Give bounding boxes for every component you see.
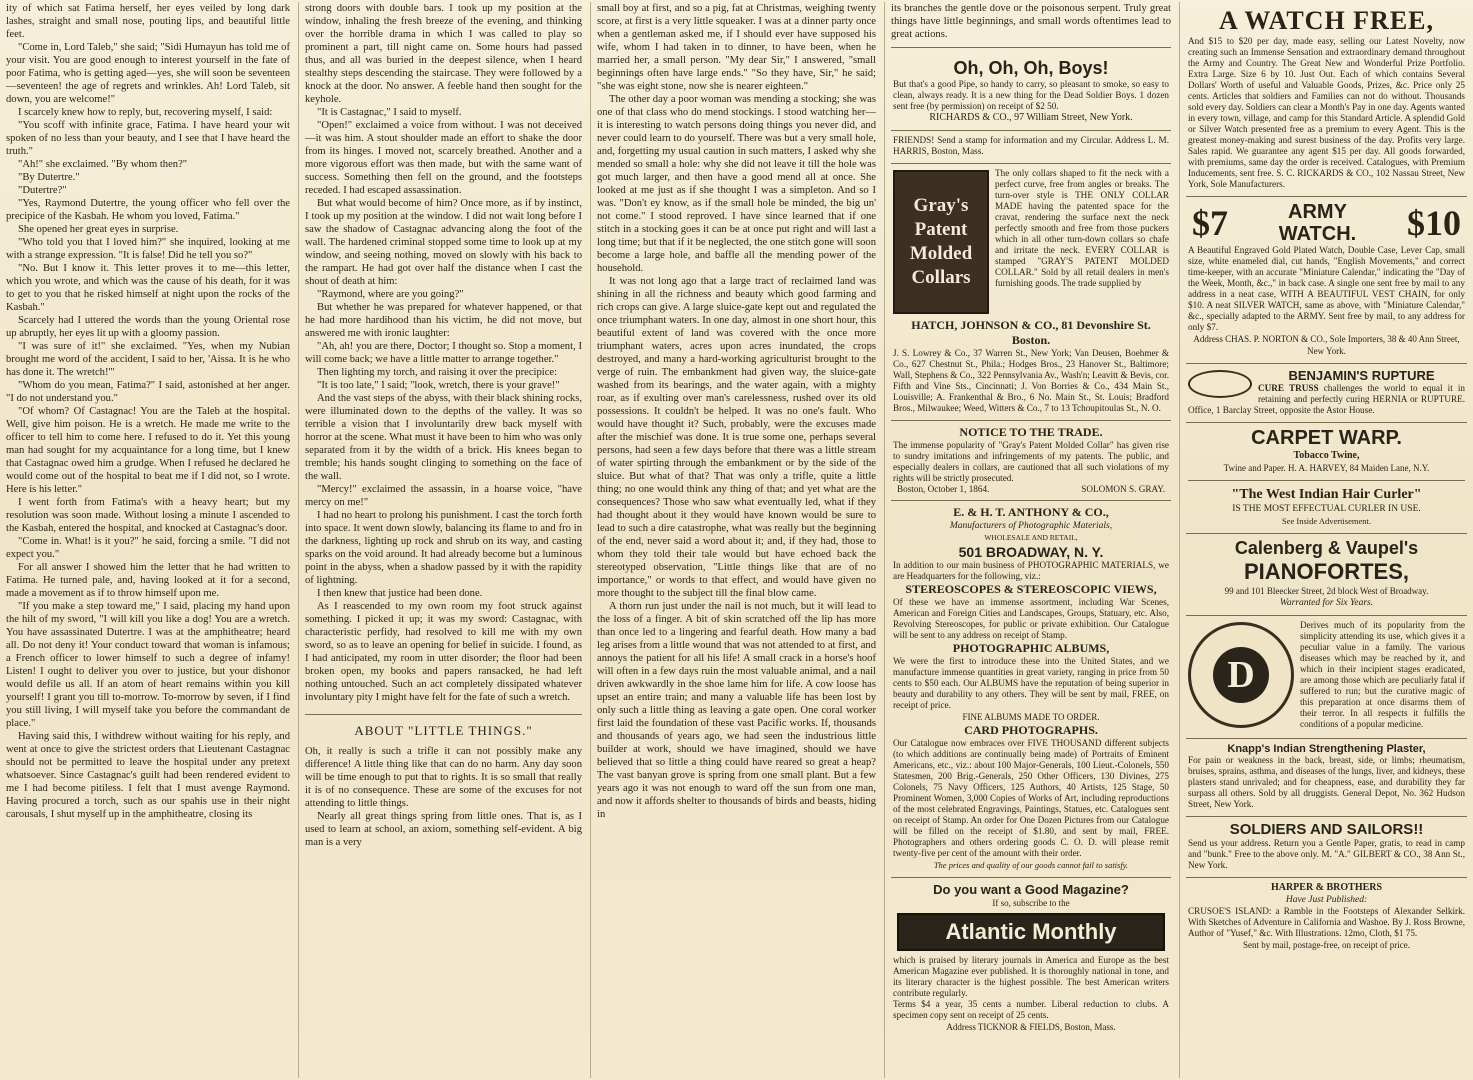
truss-icon: [1188, 370, 1252, 398]
paragraph: "Come in. What! is it you?" he said, forcing a smile. "I did not expect you.": [6, 536, 290, 560]
ad-grays-firm: HATCH, JOHNSON & CO., 81 Devonshire St. Boston.: [911, 318, 1151, 347]
paragraph: Nearly all great things spring from little ones. That is, as I used to learn at school, an axiom, something self-evident. A big man is a very: [305, 811, 582, 848]
paragraph: The other day a poor woman was mending a stocking; she was one of that class who do mend stockings. I stood watching her—it is interesting to watch persons doing things you never did, and never could learn to do yourself. There was but a very small hole, and, forgetting my usual caution in such matters, I asked why she mended so small a hole: why she did not leave it till the hole was got much larger, and then have a good mend all at once. She looked at me just as if she thought I was a simpleton. And so I was. "Don't ey know, as if the small hole be minded, the big un' not come." I stood reproved. I have since learned that if one stitch in a stocking goes it can be at once put right and will last a long time; but that if it be neglected, the one stitch gone will soon become a large hole, and baffle all the mending power of the household.: [597, 94, 876, 274]
paragraph: "If you make a step toward me," I said, placing my hand upon the hilt of my sword, "I will kill you like a dog! You are a wretch. You have assassinated Dutertre. I was at the amphitheatre; heard all. Do not deny it! Your conduct toward that woman is infamous; a French officer to lower himself to such a degree of infamy! Listen! I ought to deliver you over to justice, but your dishonor would defile us all. If an atom of heart remains within you kill yourself! I grant you till to-morrow. To-morrow by seven, if I find you still living, I will myself take you before the commandant de place.": [6, 601, 290, 729]
atlantic-monthly-logo: Atlantic Monthly: [897, 913, 1165, 951]
ad-grays-text: The only collars shaped to fit the neck with a perfect curve, free from angles or breaks. The turn-over style is THE ONLY COLLAR MADE having the patented space for the cravat, rendering the surface next the neck perfectly smooth and free from those puckers which in all other turn-down collars so chafe and irritate the neck. EVERY COLLAR is stamped "GRAY'S PATENT MOLDED COLLAR." Sold by all retail dealers in men's furnishing goods. The trade supplied by: [995, 168, 1169, 288]
piano-heading-2: PIANOFORTES,: [1243, 559, 1409, 584]
logo-line-2: Patent: [914, 219, 968, 240]
ad-friends: [891, 131, 1171, 164]
atlantic-address: Address TICKNOR & FIELDS, Boston, Mass.: [946, 1022, 1116, 1032]
anthony-address: 501 BROADWAY, N. Y.: [958, 544, 1104, 560]
paragraph: As I reascended to my own room my foot struck against something. I picked it up; it was my sword: Castagnac, with characteristic perfidy, had resolved to kill me with my own sword, so as to leave an opening for belief in suicide. I found, as I had anticipated, my room in utter disorder; the floor had been broken open, my books and papers ransacked, he had left nothing untouched. Such an act completely dissipated whatever involuntary pity I might have felt for the fate of such a wretch.: [305, 601, 582, 703]
army-watch-title-1: ARMY: [1288, 201, 1347, 223]
notice-signature: SOLOMON S. GRAY.: [1081, 484, 1165, 494]
logo-line-4: Collars: [911, 267, 971, 288]
paragraph: "Ah, ah! you are there, Doctor; I thought so. Stop a moment, I will come back; we have a little matter to arrange together.": [305, 341, 582, 365]
paragraph: I scarcely knew how to reply, but, recovering myself, I said:: [18, 107, 273, 118]
army-watch-price-2: $10: [1407, 203, 1461, 243]
paragraph: She opened her great eyes in surprise.: [18, 224, 179, 235]
piano-warranty: Warranted for Six Years.: [1279, 598, 1374, 608]
paragraph: It was not long ago that a large tract of reclaimed land was shining in all the richness and beauty which good farming and rich crops can give. A large sluice-gate kept out and regulated the once triumphant waters. In one day, almost in one short hour, this beautiful extent of land was covered with the once more triumphant waters, acres upon acres inundated, the crops destroyed, and many a hard-working agriculturist brought to the verge of ruin. The embankment had given way, the sluice-gate washed from its bearings, and the water again, with a mighty roar, as if exulting over man's carelessness, rushed over its old possessions. It couldn't be helped. It was no one's fault. Who would have thought it? Such, probably, were the excuses made after the mischief was done. It is true some one, perhaps several persons, had seen a few days before that there was a little stream of water spirting through the embankment or by the side of the sluice. But what of that? That was only a trifle, quite a little thing; no one would think any thing of that; and yet what are the consequences? Those who saw what eventually led, what if they had thought about it they would have known would be sure to lead to such a dire catastrophe, what was really but the beginning of the end, never said a word about it; and, if they had, those to whom they told their tale would but have echoed back the stereotyped observation, "Little things like that are of no importance," or words to that effect, and would have given no more thought to the subject till the final blow came.: [597, 276, 876, 599]
carpet-text: Twine and Paper. H. A. HARVEY, 84 Maiden Lane, N.Y.: [1223, 463, 1430, 473]
hair-curler-see: See Inside Advertisement.: [1282, 516, 1371, 526]
paragraph: I then knew that justice had been done.: [317, 588, 483, 599]
ad-pianofortes: [1186, 534, 1467, 616]
paragraph: "It is too late," I said; "look, wretch, there is your grave!": [317, 380, 560, 391]
column-1: [0, 2, 296, 1078]
ad-boys-address: RICHARDS & CO., 97 William Street, New York.: [929, 112, 1133, 123]
atlantic-if: If so, subscribe to the: [992, 898, 1070, 908]
column-5-ads: [1179, 2, 1473, 1078]
paragraph: strong doors with double bars. I took up my position at the window, inhaling the fresh breeze of the evening, and thinking over the horrible drama in which I was called to play so prominent a part, till night came on. Some hours had passed thus, and all was buried in the deepest silence, when I heard stealthy steps descending the staircase. They were followed by a knock at the door. No answer. A feeble hand then sought for the keyhole.: [305, 3, 582, 105]
ad-grays-agents: J. S. Lowrey & Co., 37 Warren St., New York; Van Deusen, Boehmer & Co., 627 Chestnut St., Phila.; Hodges Bros., 23 Hanover St., Baltimore; Wall, Stephens & Co., 322 Pennsylvania Av., Wash'n; Leavitt & Bevis, cor. Fifth and Vine Sts., Cincinnati; J. Von Borries & Co., 434 Main St., Louisville; A. Frankenthal & Bro., 6 No. Main St., St. Louis; Bradford Bros., Milwaukee; Weed, Witters & Co., 7 to 13 Tchoupitoulas St., N. O.: [893, 348, 1169, 413]
anthony-wholesale: WHOLESALE AND RETAIL,: [984, 533, 1078, 542]
ad-notice-trade: [891, 421, 1171, 501]
watch-free-heading: A WATCH FREE,: [1218, 6, 1435, 35]
column-3: [590, 2, 882, 1078]
ad-davis-pain-killer: [1186, 616, 1467, 739]
knapp-heading: Knapp's Indian Strengthening Plaster,: [1227, 743, 1426, 755]
ad-soldiers-sailors: [1186, 817, 1467, 878]
carpet-heading: CARPET WARP.: [1251, 427, 1402, 449]
ad-army-watch: [1186, 197, 1467, 364]
paragraph: "Ah!" she exclaimed. "By whom then?": [18, 159, 188, 170]
anthony-text-3: We were the first to introduce these into the United States, and we manufacture immense quantities in great variety, ranging in price from 50 cents to $50 each. Our ALBUMS have the reputation of being superior in beauty and durability to any others. They will be sent by mail, FREE, on receipt of price.: [893, 656, 1169, 710]
paragraph: Having said this, I withdrew without waiting for his reply, and went at once to give the strictest orders that Lieutenant Castagnac should not be permitted to leave the hospital under any pretext whatsoever. Since Castagnac's guilt had been rendered evident to me I had become pitiless. I felt that I must avenge Raymond. Having procured a torch, such as our spahis use in their night carousals, I shut myself up in the amphitheatre, closing its: [6, 731, 290, 820]
ad-harper: [1186, 878, 1467, 957]
soldiers-text: Send us your address. Return you a Gentle Paper, gratis, to read in camp and "bunk." Free to the above only. M. "A." GILBERT & CO., 38 Ann St., New York.: [1188, 838, 1465, 870]
paragraph: "You scoff with infinite grace, Fatima. I have heard your wit spoken of no less than your beauty, and I see that I have heard the truth.": [6, 120, 290, 157]
anthony-text-4: Our Catalogue now embraces over FIVE THOUSAND different subjects (to which additions are continually being made) of Portraits of Eminent Americans, etc., viz.: about 100 Major-Generals, 100 Lieut.-Colonels, 550 Statesmen, 200 Brig.-Generals, 250 Other Officers, 130 Divines, 275 Colonels, 75 Navy Officers, 125 Authors, 40 Artists, 125 Stage, 50 Prominent Women, 3,000 Copies of Works of Art, including reproductions of the most celebrated Engravings, Paintings, Statues, etc. Catalogues sent on receipt of Stamp. An order for One Dozen Pictures from our Catalogue will be filled on the receipt of $1.80, and sent by mail, FREE. Photographers and others ordering goods C. O. D. will please remit twenty-five per cent of the amount with their order.: [893, 738, 1169, 858]
atlantic-text: which is praised by literary journals in America and Europe as the best American Magazine ever published. It is thoroughly national in tone, and its literary character is the highest possible. The best American writers contribute regularly.: [893, 955, 1169, 998]
harper-heading: HARPER & BROTHERS: [1270, 882, 1383, 893]
paragraph: "Yes, Raymond Dutertre, the young officer who fell over the precipice of the Kasbah. He whom you loved, Fatima.": [6, 198, 290, 222]
anthony-albums: PHOTOGRAPHIC ALBUMS,: [952, 641, 1110, 655]
anthony-foot: The prices and quality of our goods cannot fail to satisfy.: [933, 860, 1129, 870]
paragraph: And the vast steps of the abyss, with their black shining rocks, were illuminated down to the depths of the valley. It was so terrible a vision that I involuntarily drew back myself with horror at the scene. What must it have been to him who was only separated from it by the width of a brick. His knees began to tremble; his hands sought clinging to something on the face of the wall.: [305, 393, 582, 482]
paragraph: "Who told you that I loved him?" she inquired, looking at me with a strange expression. "It is false! Did he tell you so?": [6, 237, 290, 261]
paragraph: A thorn run just under the nail is not much, but it will lead to the loss of a finger. A bit of skin scratched off the lip has more than once led to a lingering and fearful death. How many a bad leg arises from a little wound that was not attended to at first, and annoys the patient for all his life! A small crack in a horse's hoof will often in a few days ruin the most valuable animal, and a nail driven awkwardly in the shoe lame him for life. A cow loose has upset an entire train; and many a valuable life has been lost by only such a little thing as leaving a gate open. One coral worker first laid the foundation of these vast Pacific works. If, thousands and thousands of years ago, we had seen the industrious little builder at work, should we have imagined, should we have believed that so little a thing could have reared so great a heap? The vast banyan grove is spring from one small plant. But a few years ago it was not enough to ward off the sun from one man, and now it affords shelter to thousands of birds and beasts, hiding in: [597, 601, 876, 820]
ad-rupture-truss: [1186, 364, 1467, 423]
paragraph: "I was sure of it!" she exclaimed. "Yes, when my Nubian brought me word of the accident, I said to her, 'Aissa. It is he who has done it. The wretch!'": [6, 341, 290, 378]
davis-text: Derives much of its popularity from the simplicity attending its use, which gives it a peculiar value in a family. The various diseases which may be reached by it, and which in their incipient stages eradicated, are among those which are peculiarly fatal if suffered to run; but the curative magic of this preparation at once disarms them of their terror. In all respects it fulfills the conditions of a popular medicine.: [1300, 620, 1465, 729]
paragraph: Then lighting my torch, and raising it over the precipice:: [317, 367, 558, 378]
hair-curler-text: IS THE MOST EFFECTUAL CURLER IN USE.: [1232, 504, 1421, 514]
column-4-ads: [884, 2, 1177, 1078]
harper-foot: Sent by mail, postage-free, on receipt of price.: [1243, 940, 1410, 950]
paragraph: But what would become of him? Once more, as if by instinct, I took up my position at the window. I did not wait long before I saw the shadow of Castagnac advancing along the foot of the wall. The hardened criminal stopped some time to look up at my window, and seeing nothing, moved on slowly with his back to the rampart. He had got over half the distance when I cast the shout of death at him:: [305, 198, 582, 287]
seal-letter-d: D: [1213, 647, 1269, 703]
paragraph: "Open!" exclaimed a voice from without. I was not deceived—it was him. A stout shoulder made an effort to shake the door from its hinges. I moved not, scarcely breathed. Another and a more vigorous effort was then made, but with the same want of success. Something then fell on the ground, and the footsteps receded. I had escaped assassination.: [305, 120, 582, 196]
paragraph: Oh, it really is such a trifle it can not possibly make any difference! A little thing like that can do no harm. Any day soon will be time enough to put that to rights. It is so small that really it is of no consequence. These are some of the excuses for not attending to little things.: [305, 746, 582, 809]
rupture-sub: CURE TRUSS: [1258, 383, 1319, 393]
article-title-little-things: ABOUT "LITTLE THINGS.": [305, 714, 582, 739]
column-2: [298, 2, 588, 1078]
ad-anthony-photo: [891, 501, 1171, 878]
paragraph: small boy at first, and so a pig, fat at Christmas, weighing twenty score, at first is a very little squeaker. I was at a dinner party once when a gentleman asked me, if I should ever have supposed his wife, whom I had taken in to dinner, to have been, when he married her, a small person. "My dear Sir," I answered, "small beginnings often have large ends." "So they have, Sir," he said; "she was eight stone, now she is nearer eighteen.": [597, 3, 876, 92]
ad-knapp-plaster: [1186, 739, 1467, 817]
paragraph: Scarcely had I uttered the words than the young Oriental rose up abruptly, her eyes lit up with a gloomy passion.: [6, 315, 290, 339]
paragraph: "Whom do you mean, Fatima?" I said, astonished at her anger. "I do not understand you.": [6, 380, 290, 404]
army-watch-address: Address CHAS. P. NORTON & CO., Sole Importers, 38 & 40 Ann Street, New York.: [1193, 334, 1460, 356]
paragraph: "By Dutertre.": [18, 172, 80, 183]
notice-text: The immense popularity of "Gray's Patent Molded Collar" has given rise to sundry imitations and infringements of my patents. The public, and especially dealers in collars, are cautioned that all such violations of my rights will be strictly prosecuted.: [893, 440, 1169, 483]
davis-seal-logo: [1188, 622, 1294, 728]
ad-boys-text: But that's a good Pipe, so handy to carry, so pleasant to smoke, so easy to clean, always ready. It is a new thing for the Dead Soldier Boys. 1 dozen sent free (by permission) on receipt of $2 50.: [893, 79, 1169, 111]
paragraph: I had no heart to prolong his punishment. I cast the torch forth into space. It went down slowly, balancing its flame to and fro in the darkness, lighting up rock and shrub on its way, and casting sparks on the void around. It had already become but a luminous point in the abyss, when a shadow passed by it with the rapidity of lightning.: [305, 510, 582, 586]
harper-sub: Have Just Published:: [1285, 895, 1368, 905]
paragraph: "Mercy!" exclaimed the assassin, in a hoarse voice, "have mercy on me!": [305, 484, 582, 508]
piano-heading: Calenberg & Vaupel's: [1234, 538, 1419, 558]
paragraph: "Dutertre?": [18, 185, 67, 196]
soldiers-heading: SOLDIERS AND SAILORS!!: [1229, 821, 1424, 838]
article-continuation: its branches the gentle dove or the poisonous serpent. Truly great things have little beginnings, and small words oftentimes lead to great actions.: [891, 3, 1171, 40]
atlantic-question: Do you want a Good Magazine?: [933, 882, 1129, 897]
anthony-sub: Manufacturers of Photographic Materials,: [949, 521, 1113, 531]
paragraph: But whether he was prepared for whatever happened, or that he had more hardihood than his victim, he did not move, but answered me with ironic laughter:: [305, 302, 582, 339]
knapp-text: For pain or weakness in the back, breast, side, or limbs; rheumatism, bruises, sprains, asthma, and diseases of the lungs, liver, and kidneys, these plasters stand unrivaled; and for cheapness, ease, and durability they far surpass all others. Sold by all druggists. General Depot, No. 362 Hudson Street, New York.: [1188, 755, 1465, 809]
watch-free-text: And $15 to $20 per day, made easy, selling our Latest Novelty, now creating such an Immense Sensation and extraordinary demand throughout the Army and Country. The Great New and Wonderful Prize Portfolio. Extra Large. Size 6 by 10. Just Out. Each of which contains Several Dollars' Worth of useful and Valuable Goods, Prizes, &c. Price only 25 cents. Articles that soldiers and Families can not do without. Thousands sold every day. Soldiers can clear a Month's Pay in one day. Agents wanted in every town, village, and camp for this Standard Article. A splendid Gold or Silver Watch presented free as a premium to every Agent. This is the greatest money-making and surest business of the day. Profits very large. Sales rapid. We guarantee any agent $15 per day. All goods forwarded, with premiums, same day the order is received. Catalogues, with Premium Inducements, sent free. S. C. RICKARDS & CO., 102 Nassau Street, New York, Sole Manufacturers.: [1188, 36, 1465, 189]
piano-address: 99 and 101 Bleecker Street, 2d block West of Broadway.: [1224, 586, 1429, 596]
rupture-heading: BENJAMIN'S RUPTURE: [1288, 368, 1435, 383]
ad-carpet-warp: [1186, 423, 1467, 534]
anthony-stereoscopes: STEREOSCOPES & STEREOSCOPIC VIEWS,: [905, 582, 1157, 596]
anthony-firm: E. & H. T. ANTHONY & CO.,: [953, 505, 1109, 519]
rupture-text: challenges the world to equal it in retaining and perfectly curing HERNIA or RUPTURE. Office, 1 Barclay Street, opposite the Astor House.: [1188, 383, 1466, 415]
notice-date: Boston, October 1, 1864.: [897, 484, 990, 494]
atlantic-terms: Terms $4 a year, 35 cents a number. Liberal reduction to clubs. A specimen copy sent on receipt of 25 cents.: [893, 999, 1169, 1020]
ad-friends-text: FRIENDS! Send a stamp for information and my Circular. Address L. M. HARRIS, Boston, Mass.: [893, 135, 1169, 156]
anthony-text-1: In addition to our main business of PHOTOGRAPHIC MATERIALS, we are Headquarters for the following, viz.:: [893, 560, 1169, 581]
ad-boys-heading: Oh, Oh, Oh, Boys!: [953, 58, 1109, 78]
carpet-sub: Tobacco Twine,: [1293, 450, 1360, 461]
paragraph: For all answer I showed him the letter that he had written to Fatima. He turned pale, and, having looked at it for a second, made a movement as if to throw himself upon me.: [6, 562, 290, 599]
paragraph: "No. But I know it. This letter proves it to me—this letter, which you wrote, and which was the cause of his death, for it was to get to you that he risked himself at night upon the rocks of the Kasbah.": [6, 263, 290, 313]
notice-heading: NOTICE TO THE TRADE.: [959, 425, 1103, 439]
ad-watch-free: [1186, 2, 1467, 197]
anthony-text-2: Of these we have an immense assortment, including War Scenes, American and Foreign Cities and Landscapes, Groups, Statuary, etc. Also, Revolving Stereoscopes, for public or private exhibition. Our Catalogue will be sent to any address on receipt of Stamp.: [893, 597, 1169, 640]
ad-atlantic-monthly: [891, 878, 1171, 1039]
logo-line-1: Gray's: [913, 195, 969, 216]
army-watch-title-2: WATCH.: [1278, 223, 1357, 245]
anthony-fine-albums: FINE ALBUMS MADE TO ORDER.: [962, 712, 1100, 722]
harper-text: CRUSOE'S ISLAND: a Ramble in the Footsteps of Alexander Selkirk. With Sketches of Adventure in California and Washoe. By J. Ross Browne, Author of "Yusef," &c. With Illustrations. 12mo, Cloth, $1 75.: [1188, 906, 1465, 938]
paragraph: ity of which sat Fatima herself, her eyes veiled by long dark lashes, straight and small nose, pouting lips, and beautiful little feet.: [6, 3, 290, 40]
ad-boys-pipe: [891, 54, 1171, 131]
paragraph: "It is Castagnac," I said to myself.: [317, 107, 462, 118]
logo-line-3: Molded: [909, 243, 973, 264]
paragraph: "Raymond, where are you going?": [317, 289, 464, 300]
paragraph: "Come in, Lord Taleb," she said; "Sidi Humayun has told me of your visit. You are good enough to interest yourself in the fate of poor Fatima, who is getting aged—yes, she will soon be seventeen—seventeen! the age of regrets and wrinkles. Ah! Lord Taleb, sit down, you are welcome!": [6, 42, 290, 105]
hair-curler-heading: "The West Indian Hair Curler": [1231, 487, 1422, 502]
paragraph: I went forth from Fatima's with a heavy heart; but my resolution was soon made. Without losing a minute I ascended to the Kasbah, entered the hospital, and knocked at Castagnac's door.: [6, 497, 290, 534]
ad-grays-collars: [891, 164, 1171, 421]
army-watch-price-1: $7: [1192, 203, 1228, 243]
anthony-card-photographs: CARD PHOTOGRAPHS.: [964, 723, 1098, 737]
grays-collars-logo: [893, 170, 989, 314]
paragraph: "Of whom? Of Castagnac! You are the Taleb at the hospital. Well, give him poison. He is a wretch. He made me write to the officer to tell him to come here. I refused to do it. Yet this young man had sought for my acquaintance for a long time, but I knew that Castagnac owed him a grudge. When I refused he declared he would come out of the hospital to beat me if I did not, so I wrote. Here is his letter.": [6, 406, 290, 495]
army-watch-text: A Beautiful Engraved Gold Plated Watch, Double Case, Lever Cap, small size, white enameled dial, cut hands, "English Movements," and correct time-keeper, with an accurate "Miniature Calendar," indicating the "Day of the Week, Month, &c.," in back case. A single one sent free by mail to any address in a neat case, WITH A BEAUTIFUL VEST CHAIN, for only $10. A neat SILVER WATCH, same as above, with "Miniature Calendar," &c., specially adapted to the ARMY. Sent free by mail, to any address for only $7.: [1188, 245, 1465, 332]
